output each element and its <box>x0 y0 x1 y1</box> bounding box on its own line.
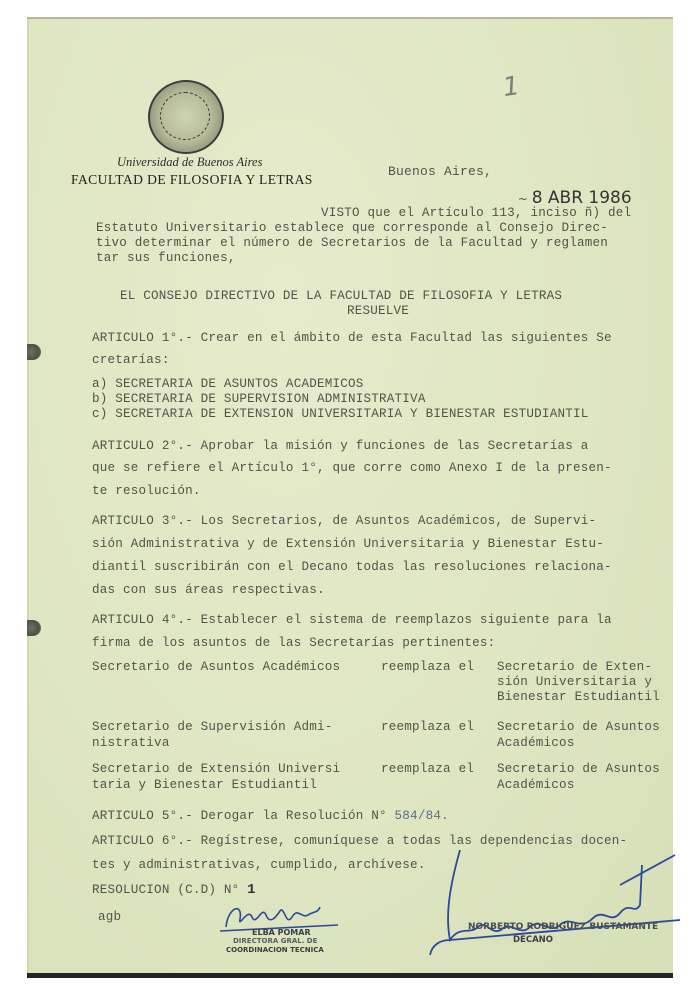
university-name: Universidad de Buenos Aires <box>117 155 263 169</box>
secretaria-item: a) SECRETARIA DE ASUNTOS ACADEMICOS <box>92 377 364 391</box>
article-3-line: sión Administrativa y de Extensión Universitaria y Bienestar Estu- <box>92 537 604 551</box>
typist-initials: agb <box>98 910 122 924</box>
signer-left-title: DIRECTORA GRAL. DE <box>233 937 318 945</box>
preamble-line: tivo determinar el número de Secretarios de la Facultad y reglamen <box>96 236 608 250</box>
article-5-line: ARTICULO 5°.- Derogar la Resolución N° 584/84. <box>92 809 449 823</box>
article-4-line: firma de los asuntos de las Secretarías pertinentes: <box>92 636 496 650</box>
preamble-line: VISTO que el Artículo 113, inciso ñ) del <box>321 206 632 220</box>
article-2-line: te resolución. <box>92 484 201 498</box>
date-place: Buenos Aires, <box>388 164 493 179</box>
signer-right-title: DECANO <box>513 935 554 945</box>
article-1-line: cretarías: <box>92 353 170 367</box>
article-4-line: ARTICULO 4°.- Establecer el sistema de reemplazos siguiente para la <box>92 613 612 627</box>
secretaria-item: c) SECRETARIA DE EXTENSION UNIVERSITARIA Y BIENESTAR ESTUDIANTIL <box>92 407 589 421</box>
university-seal-icon <box>148 80 224 154</box>
council-heading: EL CONSEJO DIRECTIVO DE LA FACULTAD DE FILOSOFIA Y LETRAS <box>120 289 563 303</box>
article-6-line: tes y administrativas, cumplido, archívese. <box>92 858 426 872</box>
signer-left-title: COORDINACION TECNICA <box>226 946 324 954</box>
resuelve-heading: RESUELVE <box>347 304 410 318</box>
article-6-line: ARTICULO 6°.- Regístrese, comuníquese a todas las dependencias docen- <box>92 834 628 848</box>
article-3-line: ARTICULO 3°.- Los Secretarios, de Asuntos Académicos, de Supervi- <box>92 514 597 528</box>
date-stamp: ~ 8 ABR 1986 <box>517 188 632 208</box>
secretaria-item: b) SECRETARIA DE SUPERVISION ADMINISTRATIVA <box>92 392 426 406</box>
article-3-line: das con sus áreas respectivas. <box>92 583 325 597</box>
article-2-line: que se refiere el Artículo 1°, que corre como Anexo I de la presen- <box>92 461 612 475</box>
handwritten-page-number: 1 <box>500 70 522 104</box>
article-1-line: ARTICULO 1°.- Crear en el ámbito de esta Facultad las siguientes Se <box>92 331 612 345</box>
signer-right-name: NORBERTO RODRIGUEZ BUSTAMANTE <box>468 922 659 932</box>
resolution-number: RESOLUCION (C.D) N° 1 <box>92 882 256 898</box>
signer-left-name: ELBA POMAR <box>252 928 311 937</box>
faculty-name: FACULTAD DE FILOSOFIA Y LETRAS <box>71 172 313 187</box>
article-2-line: ARTICULO 2°.- Aprobar la misión y funciones de las Secretarías a <box>92 439 589 453</box>
preamble-line: Estatuto Universitario establece que corresponde al Consejo Direc- <box>96 221 608 235</box>
article-3-line: diantil suscribirán con el Decano todas las resoluciones relaciona- <box>92 560 612 574</box>
preamble-line: tar sus funciones, <box>96 251 236 265</box>
